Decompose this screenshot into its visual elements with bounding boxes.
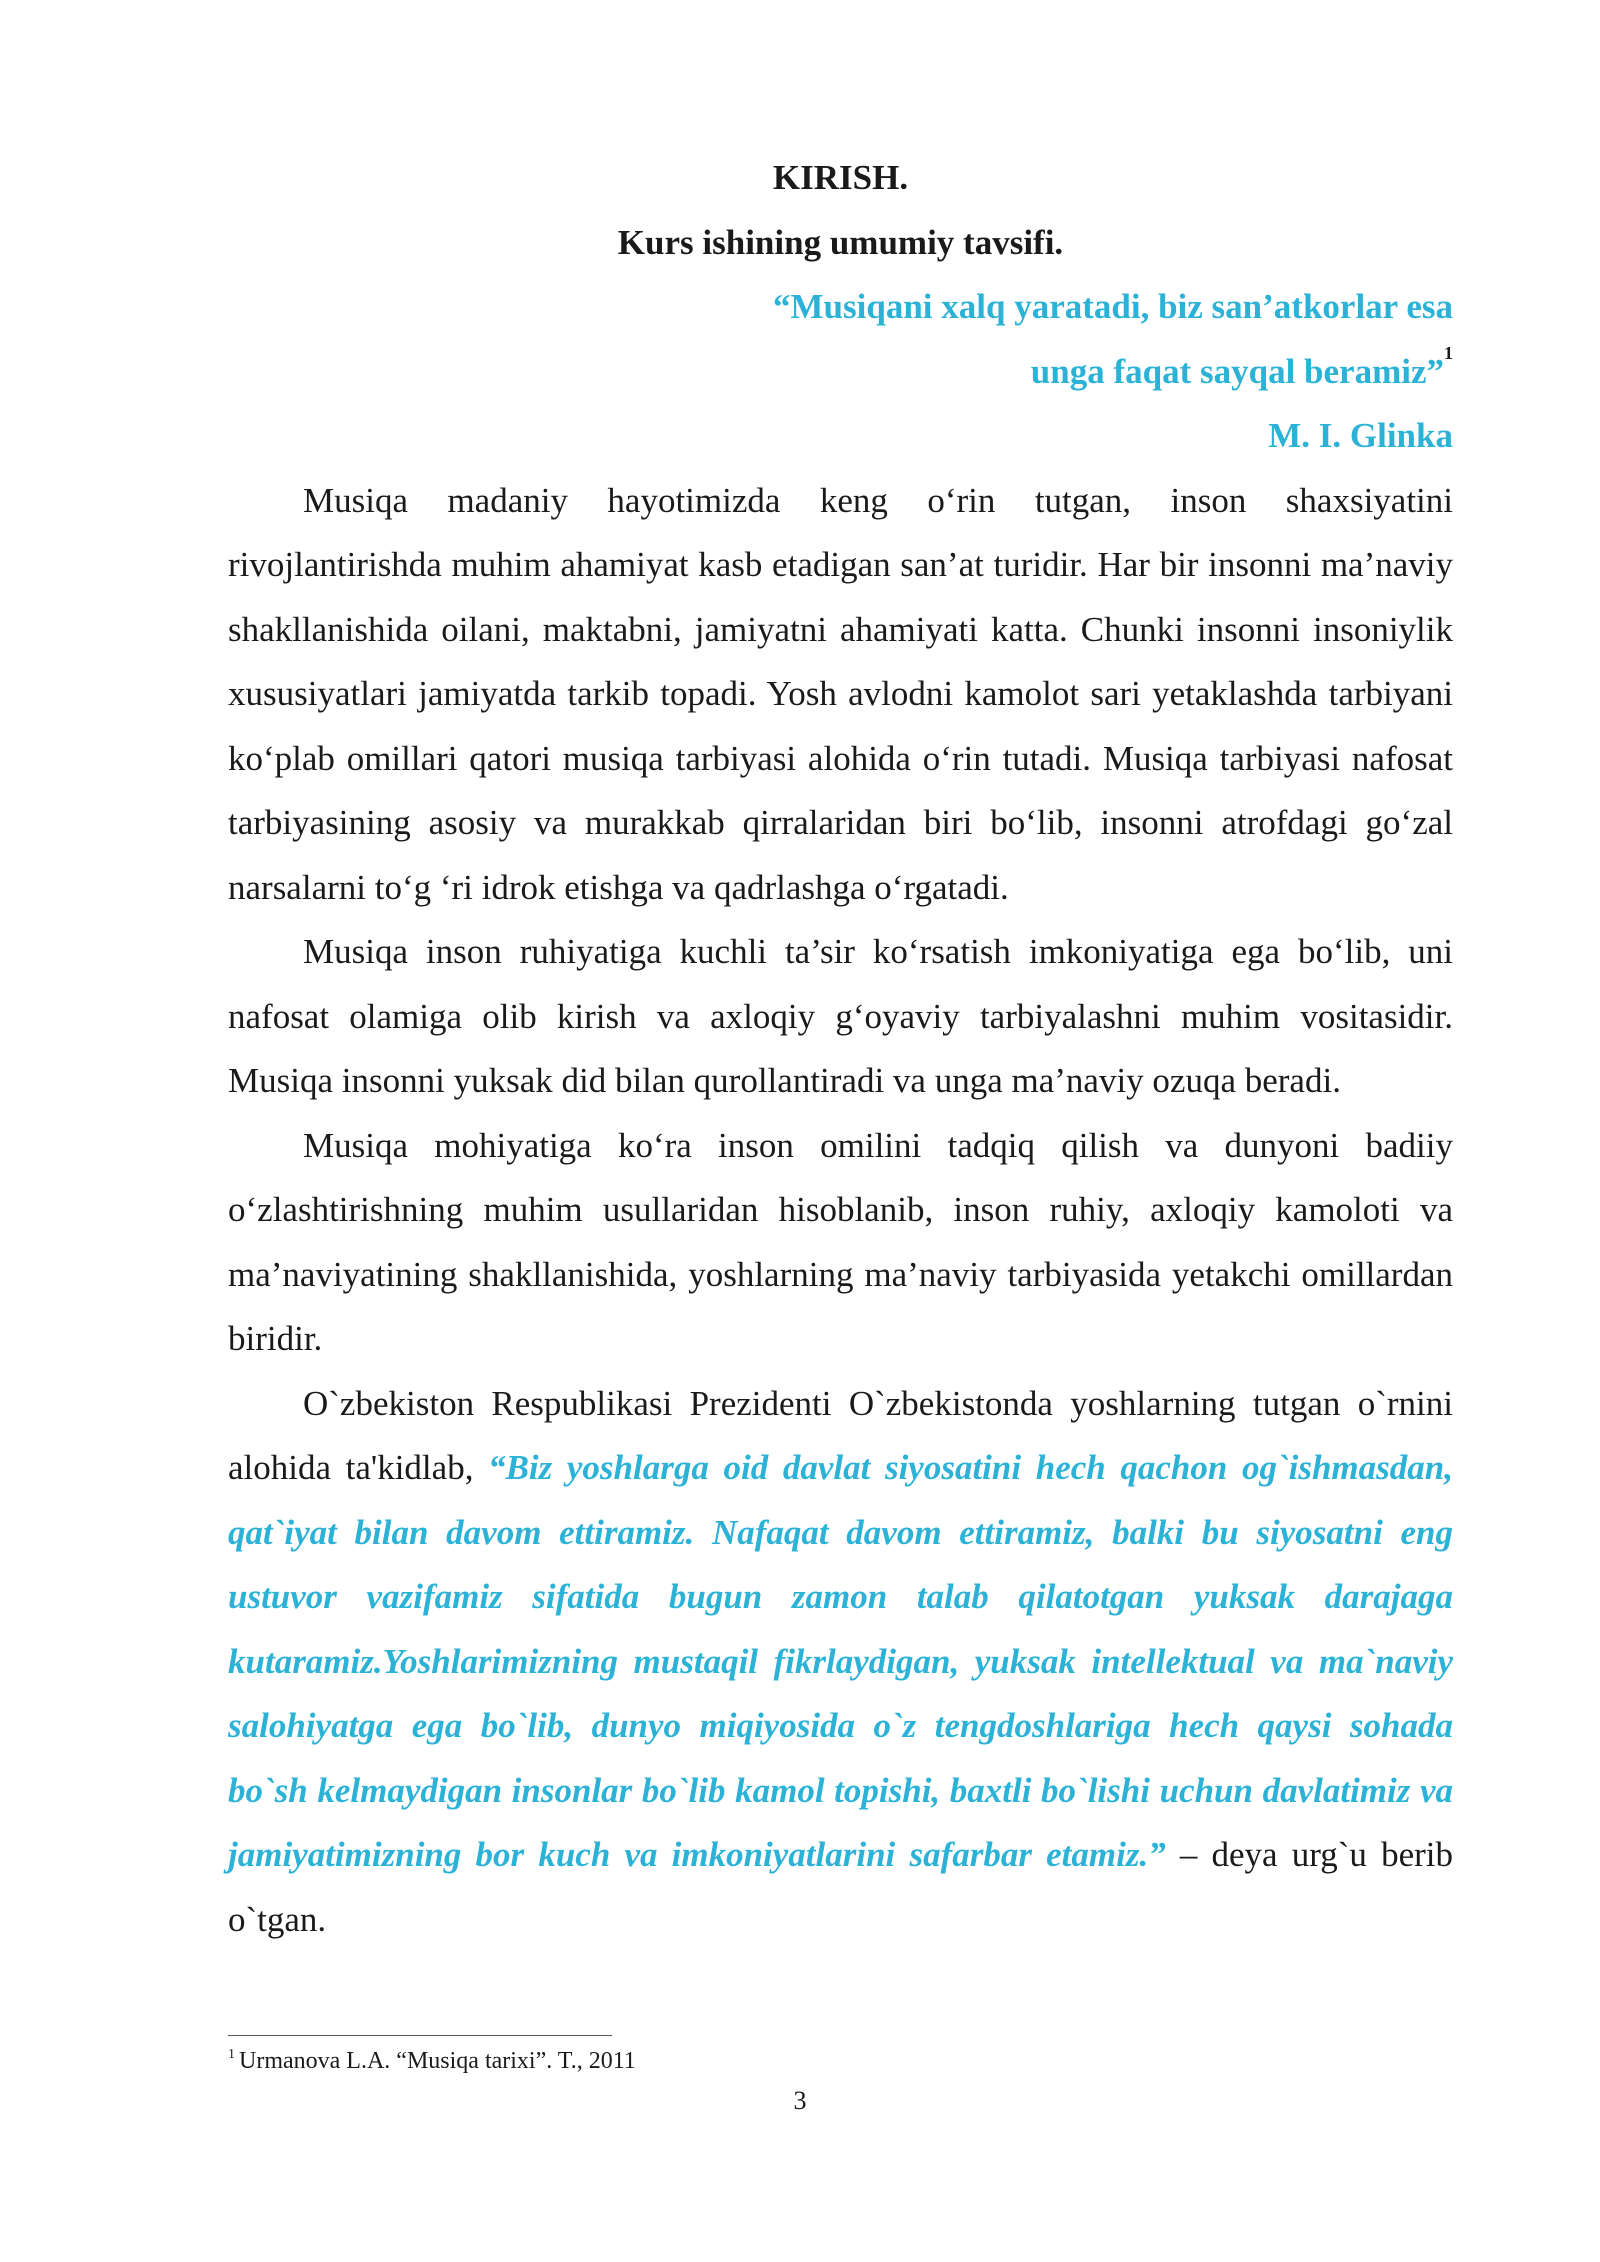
body-paragraph-4 [228, 1372, 1453, 1953]
epigraph-line-2 [228, 340, 1453, 405]
page-content [228, 146, 1453, 1952]
paragraph-4-outro: – deya urg`u berib o`tgan. [228, 1835, 1453, 1939]
paragraph-4-intro: O`zbekiston Respublikasi Prezidenti O`zbekistonda yoshlarning tutgan o`rnini alohida ta'kidlab, [228, 1383, 1453, 1487]
chapter-subtitle: Kurs ishining umumiy tavsifi. [617, 222, 1064, 262]
epigraph-line-1: “Musiqani xalq yaratadi, biz san’atkorlar esa [773, 287, 1453, 326]
epigraph-author: M. I. Glinka [1268, 416, 1453, 455]
footnote-reference: 1 [1444, 342, 1453, 363]
page-number: 3 [793, 2086, 807, 2115]
footnote [228, 2046, 636, 2076]
presidential-quote: “Biz yoshlarga oid davlat siyosatini hech qachon og`ishmasdan, qat`iyat bilan davom ettiramiz. Nafaqat davom ettiramiz, balki bu siyosatni eng ustuvor vazifamiz sifatida bugun zamon talab qilatotgan yuksak darajaga kutaramiz.Yoshlarimizning mustaqil fikrlaydigan, yuksak intellektual va ma`naviy salohiyatga ega bo`lib, dunyo miqiyosida o`z tengdoshlariga hech qaysi sohada bo`sh kelmaydigan insonlar bo`lib kamol topishi, baxtli bo`lishi uchun davlatimiz va jamiyatimizning bor kuch va imkoniyatlarini safarbar etamiz.” [228, 1448, 1453, 1874]
footnote-number: 1 [228, 2047, 235, 2062]
body-paragraph-1: Musiqa madaniy hayotimizda keng o‘rin tutgan, inson shaxsiyatini rivojlantirishda muhim ahamiyat kasb etadigan san’at turidir. Har bir insonni ma’naviy shakllanishida oilani, maktabni, jamiyatni ahamiyati katta. Chunki insonni insoniylik xususiyatlari jamiyatda tarkib topadi. Yosh avlodni kamolot sari yetaklashda tarbiyani ko‘plab omillari qatori musiqa tarbiyasi alohida o‘rin tutadi. Musiqa tarbiyasi nafosat tarbiyasining asosiy va murakkab qirralaridan biri bo‘lib, insonni atrofdagi go‘zal narsalarni to‘g ‘ri idrok etishga va qadrlashga o‘rgatadi. [228, 480, 1453, 907]
epigraph-line-2-text: unga faqat sayqal beramiz” [1030, 351, 1444, 391]
body-paragraph-3: Musiqa mohiyatiga ko‘ra inson omilini tadqiq qilish va dunyoni badiiy o‘zlashtirishning muhim usullaridan hisoblanib, inson ruhiy, axloqiy kamoloti va ma’naviyatining shakllanishida, yoshlarning ma’naviy tarbiyasida yetakchi omillardan biridir. [228, 1125, 1453, 1358]
body-paragraph-2: Musiqa inson ruhiyatiga kuchli ta’sir ko‘rsatish imkoniyatiga ega bo‘lib, uni nafosat olamiga olib kirish va axloqiy g‘oyaviy tarbiyalashni muhim vositasidir. Musiqa insonni yuksak did bilan qurollantiradi va unga ma’naviy ozuqa beradi. [228, 932, 1453, 1100]
footnote-separator [228, 2035, 612, 2036]
chapter-title: KIRISH. [772, 158, 909, 197]
footnote-text: Urmanova L.A. “Musiqa tarixi”. T., 2011 [239, 2048, 636, 2074]
